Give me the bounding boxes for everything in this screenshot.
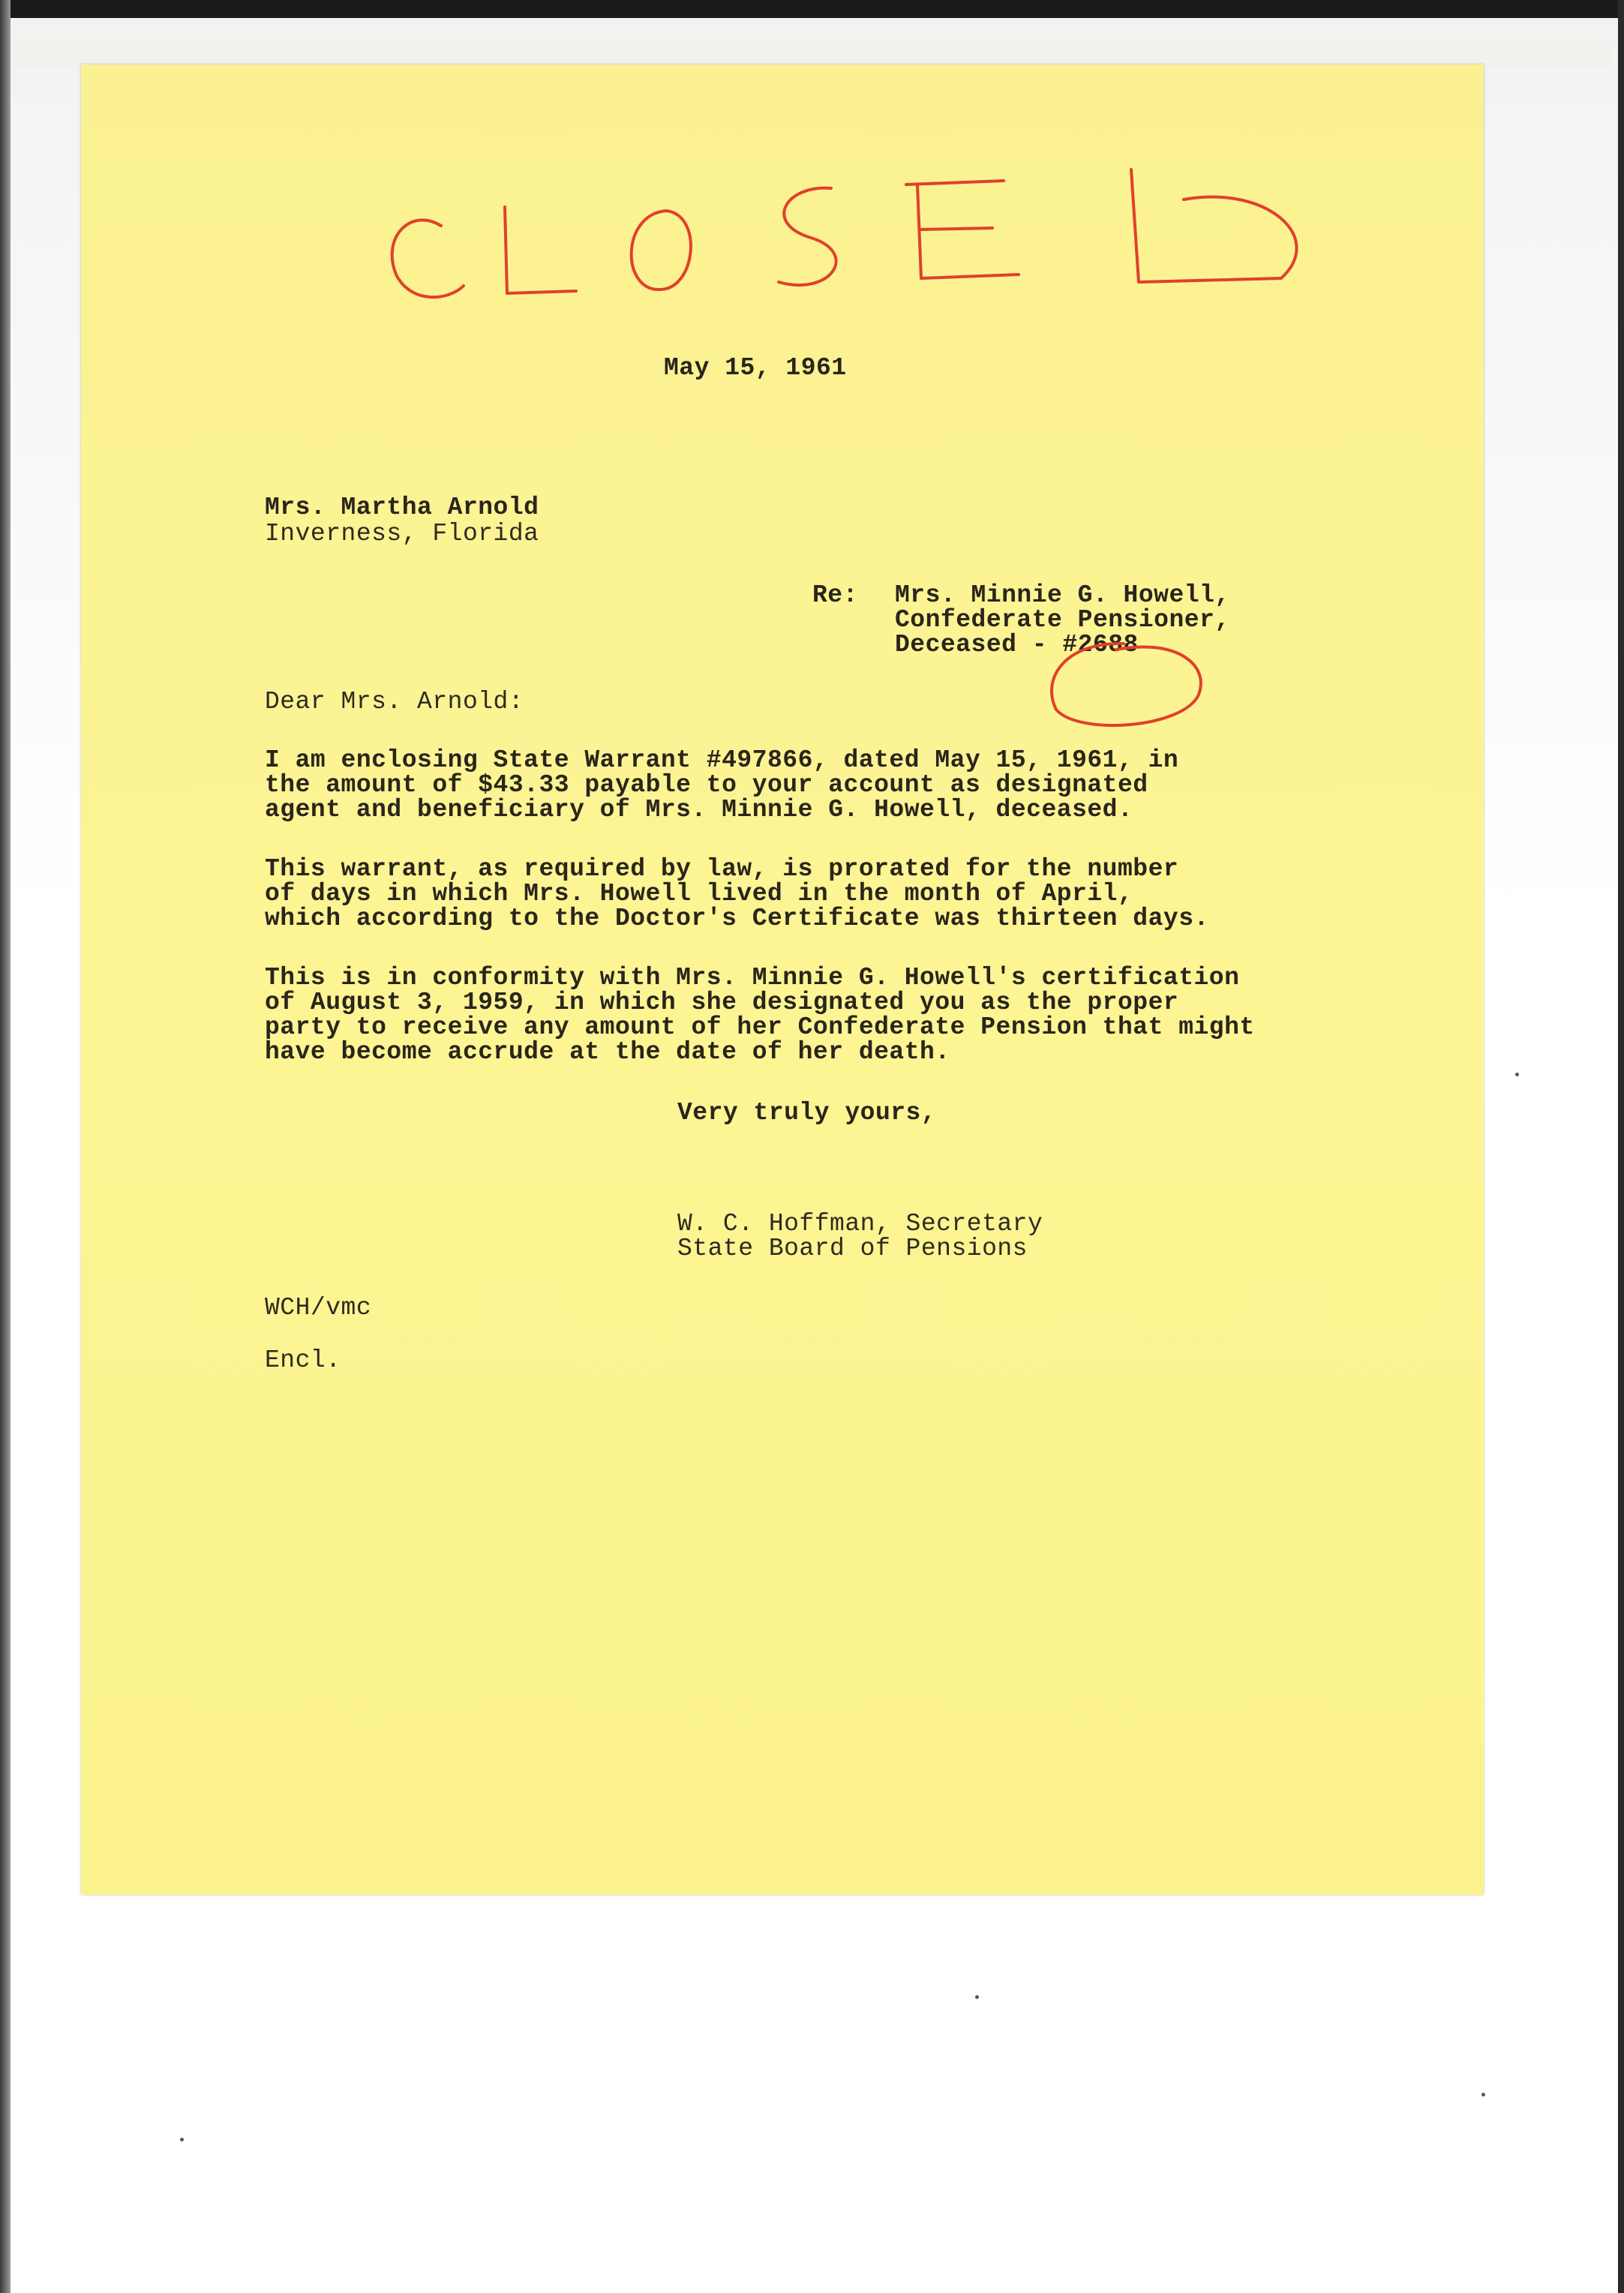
closed-letter-d: [1131, 170, 1297, 282]
signature-title: State Board of Pensions: [677, 1235, 1028, 1262]
paragraph-line: have become accrude at the date of her death.: [265, 1038, 950, 1066]
enclosure-note: Encl.: [265, 1346, 341, 1374]
closed-letter-e: [906, 181, 1019, 278]
paragraph-line: This is in conformity with Mrs. Minnie G. Howell's certification: [265, 964, 1240, 992]
scanner-right-edge: [1618, 0, 1624, 2293]
closed-letter-s: [779, 188, 836, 285]
letter-sheet: [81, 65, 1484, 1895]
closed-letter-c: [392, 220, 464, 297]
paragraph-line: party to receive any amount of her Confederate Pension that might: [265, 1013, 1255, 1041]
closing: Very truly yours,: [677, 1099, 937, 1127]
dust-speck: [1515, 1073, 1519, 1076]
paragraph-line: of days in which Mrs. Howell lived in the month of April,: [265, 880, 1133, 908]
salutation: Dear Mrs. Arnold:: [265, 688, 524, 716]
re-line-2: Confederate Pensioner,: [895, 606, 1230, 634]
paragraph-line: of August 3, 1959, in which she designated you as the proper: [265, 989, 1179, 1016]
paragraph-line: I am enclosing State Warrant #497866, dated May 15, 1961, in: [265, 746, 1179, 774]
re-line-1: Mrs. Minnie G. Howell,: [895, 581, 1230, 609]
dust-speck: [975, 1995, 979, 1999]
re-line-3: Deceased - #2688: [895, 631, 1139, 659]
re-label: Re:: [812, 581, 858, 609]
closed-handwritten-mark: [381, 155, 1311, 305]
scanner-top-strip: [15, 38, 1613, 68]
recipient-name: Mrs. Martha Arnold: [265, 494, 539, 521]
red-pen-circle: [1034, 635, 1214, 732]
closed-letter-l: [505, 207, 576, 293]
paragraph-line: This warrant, as required by law, is prorated for the number: [265, 855, 1179, 883]
paragraph-line: the amount of $43.33 payable to your account as designated: [265, 771, 1148, 799]
paragraph-line: which according to the Doctor's Certificate was thirteen days.: [265, 905, 1209, 932]
typist-initials: WCH/vmc: [265, 1294, 372, 1322]
dust-speck: [180, 2138, 184, 2141]
closed-letter-o: [632, 211, 691, 290]
recipient-city: Inverness, Florida: [265, 520, 539, 548]
paragraph-line: agent and beneficiary of Mrs. Minnie G. Howell, deceased.: [265, 796, 1133, 824]
letter-date: May 15, 1961: [664, 354, 847, 382]
scanner-top-edge: [0, 0, 1624, 18]
scanner-left-edge: [0, 0, 11, 2293]
signature-name: W. C. Hoffman, Secretary: [677, 1210, 1043, 1238]
dust-speck: [1481, 2093, 1485, 2096]
